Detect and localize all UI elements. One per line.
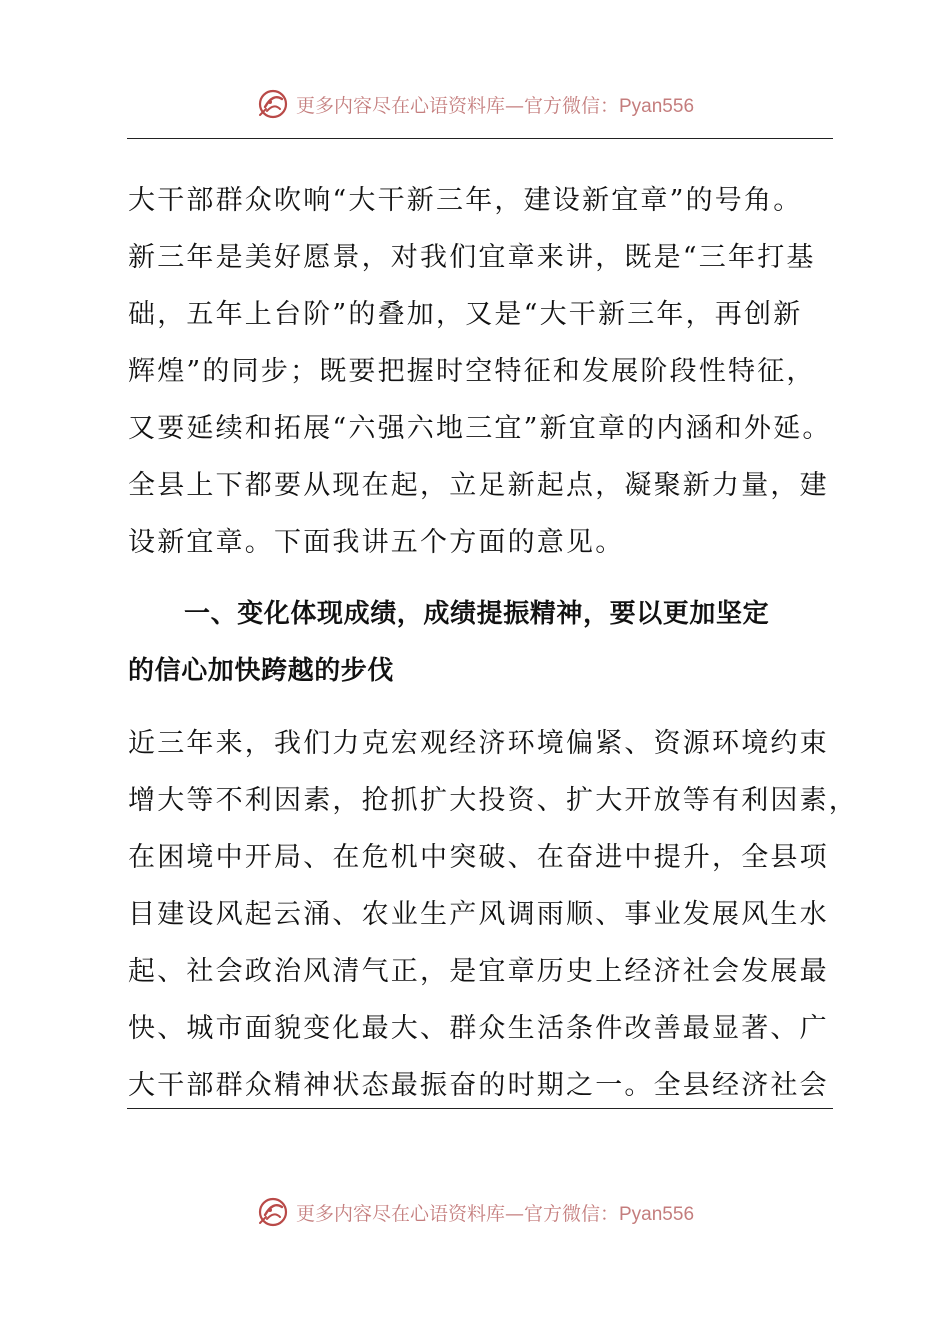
text-line: 大干部群众精神状态最振奋的时期之一。全县经济社会 xyxy=(128,1070,829,1101)
header-rule xyxy=(127,138,833,139)
footer-watermark-text xyxy=(296,1199,694,1226)
footer-watermark-label: 更多内容尽在心语资料库—官方微信： xyxy=(295,1202,619,1225)
heading-line: 的信心加快跨越的步伐 xyxy=(128,656,395,686)
text-line: 础，五年上台阶”的叠加，又是“大干新三年，再创新 xyxy=(128,299,803,330)
header-watermark-banner xyxy=(0,84,950,124)
text-line: 设新宜章。下面我讲五个方面的意见。 xyxy=(128,527,625,558)
header-watermark-label: 更多内容尽在心语资料库—官方微信： xyxy=(295,94,619,117)
text-line: 起、社会政治风清气正，是宜章历史上经济社会发展最 xyxy=(128,956,829,987)
header-watermark-text xyxy=(296,91,694,118)
text-line: 快、城市面貌变化最大、群众生活条件改善最显著、广 xyxy=(128,1013,829,1044)
paragraph-2 xyxy=(128,715,858,1114)
section-heading-1 xyxy=(128,586,848,700)
watermark-logo-icon xyxy=(256,1195,290,1229)
text-line: 新三年是美好愿景，对我们宜章来讲，既是“三年打基 xyxy=(128,242,816,273)
text-line: 全县上下都要从现在起，立足新起点，凝聚新力量，建 xyxy=(128,470,829,501)
text-line: 增大等不利因素，抢抓扩大投资、扩大开放等有利因素， xyxy=(128,785,858,816)
watermark-logo-icon xyxy=(256,87,290,121)
text-line: 目建设风起云涌、农业生产风调雨顺、事业发展风生水 xyxy=(128,899,829,930)
text-line: 大干部群众吹响“大干新三年，建设新宜章”的号角。 xyxy=(128,185,803,216)
footer-wechat-id: Pyan556 xyxy=(619,1203,695,1225)
document-body xyxy=(128,172,858,1114)
footer-watermark-banner xyxy=(0,1192,950,1232)
footer-rule xyxy=(127,1108,833,1109)
paragraph-1 xyxy=(128,172,848,571)
text-line: 又要延续和拓展“六强六地三宜”新宜章的内涵和外延。 xyxy=(128,413,832,444)
text-line: 辉煌”的同步；既要把握时空特征和发展阶段性特征， xyxy=(128,356,816,387)
text-line: 在困境中开局、在危机中突破、在奋进中提升，全县项 xyxy=(128,842,829,873)
header-wechat-id: Pyan556 xyxy=(619,95,695,117)
heading-line: 一、变化体现成绩，成绩提振精神，要以更加坚定 xyxy=(184,599,770,629)
text-line: 近三年来，我们力克宏观经济环境偏紧、资源环境约束 xyxy=(128,728,829,759)
